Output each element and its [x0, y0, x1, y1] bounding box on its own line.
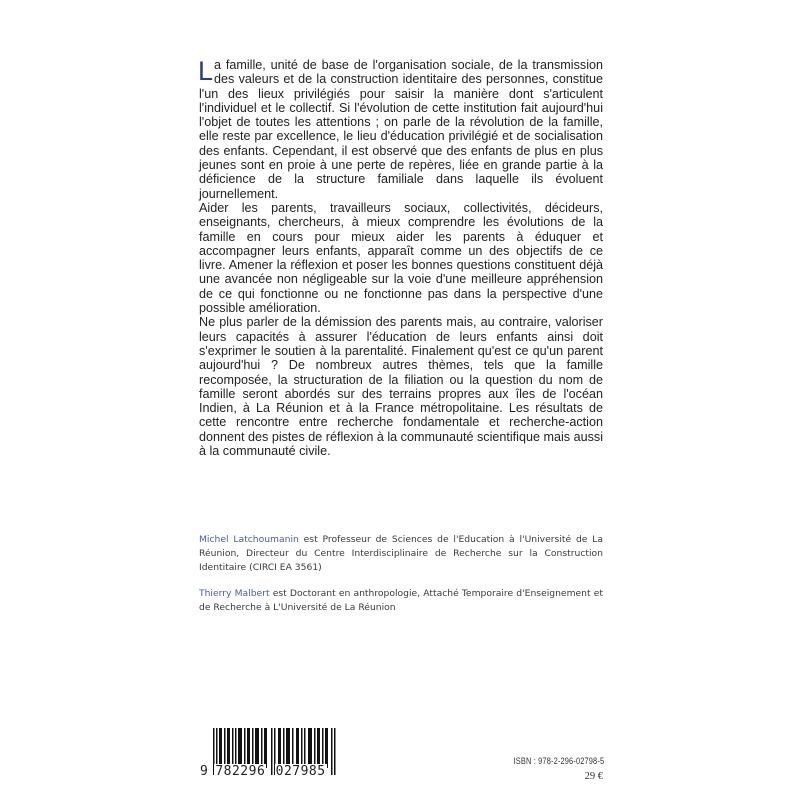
- blurb-paragraph-1-text: a famille, unité de base de l'organisation sociale, de la transmission des valeurs et de la construction identitaire des personnes, constitue l'un des lieux privilégiés pour saisir la manière dont s'articulent l'individuel et le collectif. Si l'évolution de cette institution fait aujourd'hui l'objet de toutes les attentions ; on parle de la révolution de la famille, elle reste par excellence, le lieu d'éducation privilégié et de socialisation des enfants. Cependant, il est observé que des enfants de plus en plus jeunes sont en proie à une perte de repères, liée en grande partie à la déficience de la structure familiale dans laquelle ils évoluent journellement.: [199, 58, 603, 201]
- barcode-number: [200, 764, 340, 779]
- dropcap-letter: L: [198, 56, 214, 86]
- price-label: 29 €: [584, 771, 603, 782]
- blurb-paragraph-2: Aider les parents, travailleurs sociaux, collectivités, décideurs, enseignants, chercheurs, à mieux comprendre les évolutions de la famille en cours pour mieux aider les parents à éduquer et accompagner leurs enfants, apparaît comme un des objectifs de ce livre. Amener la réflexion et poser les bonnes questions constituent déjà une avancée non négligeable sur la voie d'une meilleure appréhension de ce qui fonctionne ou ne fonctionne pas dans la perspective d'une possible amélioration.: [199, 200, 603, 316]
- author-bio-text: est Professeur de Sciences de l'Education à l'Université de La Réunion, Directeur du Centre Interdisciplinaire de Recherche sur la Construction Identitaire (CIRCI EA 3561): [199, 534, 603, 574]
- barcode-first-digit: 9: [200, 764, 209, 779]
- barcode-group-2: 027985: [275, 764, 326, 779]
- blurb-paragraph-1: [199, 58, 603, 201]
- author-name: Michel Latchoumanin: [199, 534, 299, 545]
- author-name: Thierry Malbert: [199, 587, 270, 599]
- barcode-group-1: 782296: [215, 764, 266, 779]
- isbn-label: ISBN : 978-2-296-02798-5: [513, 756, 604, 767]
- blurb-paragraph-3: Ne plus parler de la démission des parents mais, au contraire, valoriser leurs capacités à assurer l'éducation de leurs enfants ainsi doit s'exprimer le soutien à la parentalité. Finalement qu'est ce qu'un parent aujourd'hui ? De nombreux autres thèmes, tels que la famille recomposée, la structuration de la filiation ou la question du nom de famille seront abordés sur des terrains propres aux îles de l'océan Indien, à La Réunion et à la France métropolitaine. Les résultats de cette rencontre entre recherche fondamentale et recherche-action donnent des pistes de réflexion à la communauté scientifique mais aussi à la communauté civile.: [199, 315, 603, 459]
- author-bio-1: [199, 533, 603, 576]
- blurb-text: [199, 58, 603, 458]
- author-bios: [199, 533, 603, 626]
- author-bio-2: [199, 587, 603, 615]
- author-bio-text: est Doctorant en anthropologie, Attaché Temporaire d'Enseignement et de Recherche à L'Université de La Réunion: [199, 587, 604, 613]
